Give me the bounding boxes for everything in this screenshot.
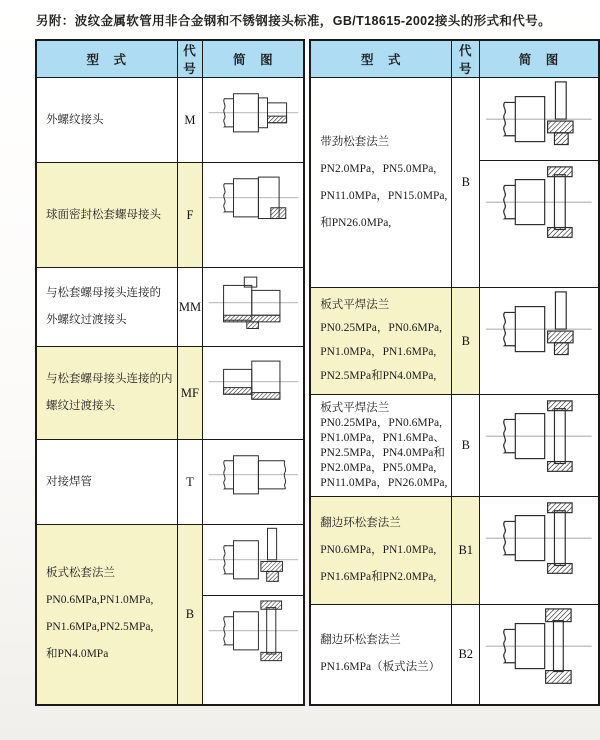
type-cell — [36, 268, 177, 347]
diagram-cell — [480, 78, 599, 288]
fitting-tables — [35, 39, 600, 706]
table-row — [36, 268, 304, 347]
neck-loose-flange-lower-icon — [484, 161, 594, 243]
type-cell — [36, 440, 177, 525]
type-label-line: PN11.0MPa，PN26.0MPa, — [320, 476, 448, 489]
code-cell: MM — [177, 268, 203, 347]
type-label-line: 球面密封松套螺母接头 — [46, 208, 161, 221]
diagram-stack — [480, 288, 598, 370]
type-cell — [36, 163, 177, 268]
diagram-slot — [480, 288, 598, 370]
type-cell — [310, 605, 452, 705]
diagram-stack — [480, 497, 598, 579]
type-label-line: 和PN26.0MPa, — [320, 216, 392, 229]
diagram-stack — [203, 268, 303, 338]
type-label-line: 外螺纹过渡接头 — [46, 314, 127, 326]
col-header-diagram: 简 图 — [203, 40, 304, 78]
type-label-line: PN0.6MPa，PN1.0MPa, — [320, 544, 437, 556]
code-cell: B — [452, 78, 480, 288]
diagram-stack — [480, 78, 598, 243]
code-cell: B2 — [452, 605, 480, 705]
type-cell — [36, 347, 177, 440]
diagram-cell — [203, 525, 304, 705]
type-label-line: 翻边环松套法兰 — [320, 517, 401, 529]
diagram-stack — [203, 163, 303, 233]
plate-weld-flange-full-icon — [484, 395, 594, 477]
type-label-line: PN2.0MPa，PN5.0MPa, — [320, 162, 437, 175]
code-cell: F — [177, 163, 203, 268]
type-label-line: 对接焊管 — [46, 475, 92, 488]
table-row — [36, 163, 304, 268]
lap-ring-plate-flange-icon — [484, 605, 594, 687]
fitting-table-right — [309, 39, 600, 706]
table-row — [310, 395, 599, 497]
diagram-slot — [203, 525, 303, 595]
type-label-line: 板式平焊法兰 — [320, 298, 390, 311]
code-cell: B — [452, 288, 480, 395]
type-label-line: PN2.5MPa，PN4.0MPa和 — [320, 446, 445, 459]
type-label-line: PN1.0MPa，PN1.6MPa、 — [320, 431, 445, 444]
type-label-line: 板式平焊法兰 — [320, 401, 390, 414]
code-cell: T — [177, 440, 203, 525]
code-cell: B1 — [452, 497, 480, 605]
code-cell: M — [177, 78, 203, 163]
type-label-line: PN1.6MPa和PN2.0MPa, — [320, 571, 437, 583]
diagram-cell — [203, 268, 304, 347]
plate-weld-flange-icon — [484, 288, 594, 370]
diagram-cell — [203, 163, 304, 268]
male-thread-fitting-icon — [207, 78, 300, 148]
diagram-slot — [203, 268, 303, 338]
diagram-slot — [203, 595, 303, 666]
male-male-adapter-icon — [207, 268, 300, 338]
diagram-stack — [203, 347, 303, 417]
table-row — [310, 497, 599, 605]
diagram-stack — [203, 440, 303, 510]
table-row — [310, 78, 599, 288]
type-label-line: PN11.0MPa，PN15.0MPa, — [320, 189, 448, 202]
type-cell — [36, 525, 177, 705]
type-label-line: 带劲松套法兰 — [320, 135, 390, 148]
type-label-line: 螺纹过渡接头 — [46, 400, 115, 412]
plate-loose-flange-lower-icon — [207, 596, 300, 666]
col-header-code: 代号 — [452, 40, 480, 78]
table-row — [36, 78, 304, 163]
diagram-slot — [480, 78, 598, 160]
plate-loose-flange-upper-icon — [207, 525, 300, 595]
doc-title: 另附：波纹金属软管用非合金钢和不锈钢接头标准，GB/T18615-2002接头的形式和代号。 — [36, 14, 551, 28]
diagram-slot — [203, 347, 303, 417]
table-row — [36, 347, 304, 440]
table-row — [310, 605, 599, 705]
type-label-line: 外螺纹接头 — [46, 113, 104, 126]
type-label-line: PN0.6MPa,PN1.0MPa, — [46, 594, 154, 607]
col-header-type: 型 式 — [310, 40, 452, 78]
type-cell — [310, 78, 452, 288]
type-label-line: 板式松套法兰 — [46, 567, 115, 580]
diagram-slot — [480, 395, 598, 477]
type-label-line: 与松套螺母接头连接的内 — [46, 373, 173, 385]
type-label-line: PN1.6MPa,PN2.5MPa, — [46, 621, 154, 634]
table-row — [310, 288, 599, 395]
type-cell — [36, 78, 177, 163]
diagram-slot — [480, 160, 598, 243]
type-label-line: PN2.5MPa和PN4.0MPa, — [320, 369, 437, 382]
col-header-type: 型 式 — [36, 40, 177, 78]
type-label-line: 与松套螺母接头连接的 — [46, 287, 161, 299]
col-header-diagram: 简 图 — [480, 40, 599, 78]
diagram-slot — [480, 497, 598, 579]
type-cell — [310, 395, 452, 497]
col-header-code: 代号 — [177, 40, 203, 78]
type-label-line: PN1.0MPa，PN1.6MPa, — [320, 346, 437, 358]
neck-loose-flange-upper-icon — [484, 78, 594, 160]
type-cell — [310, 288, 452, 395]
code-cell: B — [177, 525, 203, 705]
diagram-cell — [480, 605, 599, 705]
diagram-slot — [203, 163, 303, 233]
diagram-slot — [480, 605, 598, 687]
type-label-line: PN1.6MPa（板式法兰） — [320, 661, 441, 674]
diagram-cell — [203, 440, 304, 525]
diagram-slot — [203, 440, 303, 510]
male-female-adapter-icon — [207, 347, 300, 417]
diagram-stack — [480, 605, 598, 687]
table-row — [36, 440, 304, 525]
diagram-stack — [480, 395, 598, 477]
diagram-stack — [203, 78, 303, 148]
diagram-cell — [203, 347, 304, 440]
type-label-line: 和PN4.0MPa — [46, 648, 109, 661]
spherical-seal-union-nut-fitting-icon — [207, 163, 300, 233]
type-label-line: PN0.25MPa，PN0.6MPa, — [320, 416, 443, 429]
fitting-table-left — [35, 39, 305, 706]
type-cell — [310, 497, 452, 605]
type-label-line: PN0.25MPa，PN0.6MPa, — [320, 322, 443, 335]
flanged-ring-loose-flange-icon — [484, 497, 594, 579]
table-row — [36, 525, 304, 705]
diagram-cell — [203, 78, 304, 163]
diagram-stack — [203, 525, 303, 665]
diagram-cell — [480, 497, 599, 605]
type-label-line: PN2.0MPa，PN5.0MPa, — [320, 461, 437, 474]
butt-weld-pipe-icon — [207, 440, 300, 510]
diagram-slot — [203, 78, 303, 148]
diagram-cell — [480, 395, 599, 497]
type-label-line: 翻边环松套法兰 — [320, 634, 401, 647]
code-cell: MF — [177, 347, 203, 440]
diagram-cell — [480, 288, 599, 395]
code-cell: B — [452, 395, 480, 497]
